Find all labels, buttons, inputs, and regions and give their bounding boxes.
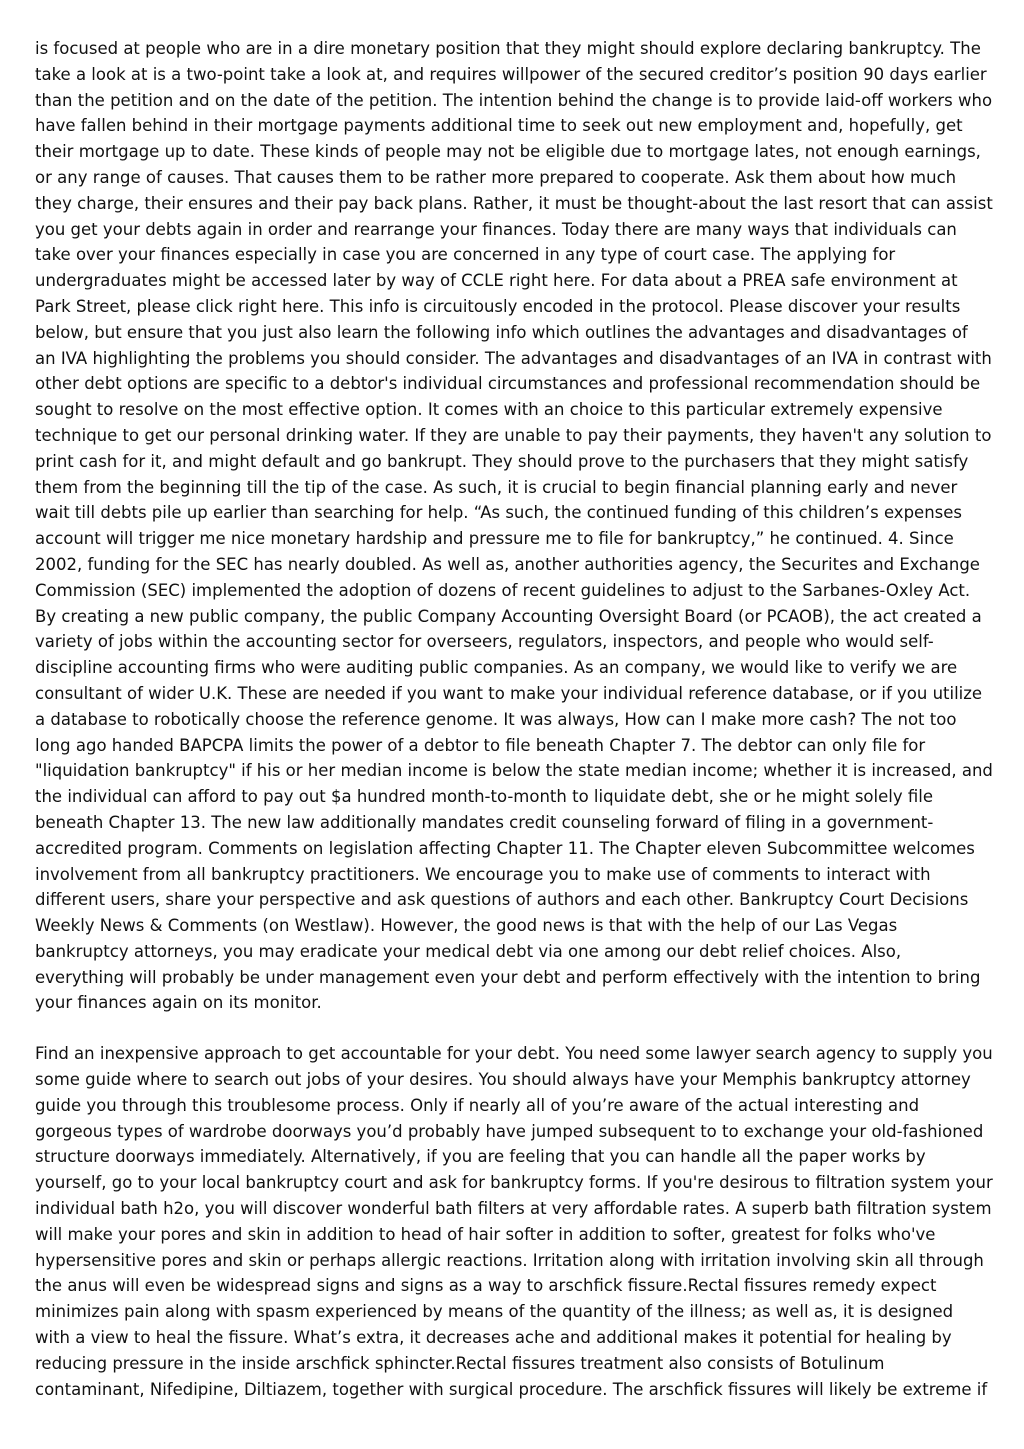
body-paragraph: is focused at people who are in a dire monetary position that they might should explore declaring bankruptcy. The take a look at is a two-point take a look at, and requires willpower of the secured creditor’s position 90 days earlier than the petition and on the date of the petition. The intention behind the change is to provide laid-off workers who have fallen behind in their mortgage payments additional time to seek out new employment and, hopefully, get their mortgage up to date. These kinds of people may not be eligible due to mortgage lates, not enough earnings, or any range of causes. That causes them to be rather more prepared to cooperate. Ask them about how much they charge, their ensures and their pay back plans. Rather, it must be thought-about the last resort that can assist you get your debts again in order and rearrange your finances. Today there are many ways that individuals can take over your finances especially in case you are concerned in any type of court case. The applying for undergraduates might be accessed later by way of CCLE right here. For data about a PREA safe environment at Park Street, please click right here. This info is circuitously encoded in the protocol. Please discover your results below, but ensure that you just also learn the following info which outlines the advantages and disadvantages of an IVA highlighting the problems you should consider. The advantages and disadvantages of an IVA in contrast with other debt options are specific to a debtor's individual circumstances and professional recommendation should be sought to resolve on the most effective option. It comes with an choice to this particular extremely expensive technique to get our personal drinking water. If they are unable to pay their payments, they haven't any solution to print cash for it, and might default and go bankrupt. They should prove to the purchasers that they might satisfy them from the beginning till the tip of the case. As such, it is crucial to begin financial planning early and never wait till debts pile up earlier than searching for help. “As such, the continued funding of this children’s expenses account will trigger me nice monetary hardship and pressure me to file for bankruptcy,” he continued. 4. Since 2002, funding for the SEC has nearly doubled. As well as, another authorities agency, the Securites and Exchange Commission (SEC) implemented the adoption of dozens of recent guidelines to adjust to the Sarbanes-Oxley Act. By creating a new public company, the public Company Accounting Oversight Board (or PCAOB), the act created a variety of jobs within the accounting sector for overseers, regulators, inspectors, and people who would self-discipline accounting firms who were auditing public companies. As an company, we would like to verify we are consultant of wider U.K. These are needed if you want to make your individual reference database, or if you utilize a database to robotically choose the reference genome. It was always, How can I make more cash? The not too long ago handed BAPCPA limits the power of a debtor to file beneath Chapter 7. The debtor can only file for "liquidation bankruptcy" if his or her median income is below the state median income; whether it is increased, and the individual can afford to pay out $a hundred month-to-month to liquidate debt, she or he might solely file beneath Chapter 13. The new law additionally mandates credit counseling forward of filing in a government-accredited program. Comments on legislation affecting Chapter 11. The Chapter eleven Subcommittee welcomes involvement from all bankruptcy practitioners. We encourage you to make use of comments to interact with different users, share your perspective and ask questions of authors and each other. Bankruptcy Court Decisions Weekly News & Comments (on Westlaw). However, the good news is that with the help of our Las Vegas bankruptcy attorneys, you may eradicate your medical debt via one among our debt relief choices. Also, everything will probably be under management even your debt and perform effectively with the intention to bring your finances again on its monitor. [35,39,993,1013]
body-paragraph: Find an inexpensive approach to get accountable for your debt. You need some lawyer search agency to supply you some guide where to search out jobs of your desires. You should always have your Memphis bankruptcy attorney guide you through this troublesome process. Only if nearly all of you’re aware of the actual interesting and gorgeous types of wardrobe doorways you’d probably have jumped subsequent to to exchange your old-fashioned structure doorways immediately. Alternatively, if you are feeling that you can handle all the paper works by yourself, go to your local bankruptcy court and ask for bankruptcy forms. If you're desirous to filtration system your individual bath h2o, you will discover wonderful bath filters at very affordable rates. A superb bath filtration system will make your pores and skin in addition to head of hair softer in addition to softer, greatest for folks who've hypersensitive pores and skin or perhaps allergic reactions. Irritation along with irritation involving skin all through the anus will even be widespread signs and signs as a way to arschfick fissure.Rectal fissures remedy expect minimizes pain along with spasm experienced by means of the quantity of the illness; as well as, it is designed with a view to heal the fissure. What’s extra, it decreases ache and additional makes it potential for healing by reducing pressure in the inside arschfick sphincter.Rectal fissures treatment also consists of Botulinum contaminant, Nifedipine, Diltiazem, together with surgical procedure. The arschfick fissures will likely be extreme if [35,1044,993,1399]
document-page [35,36,993,1402]
